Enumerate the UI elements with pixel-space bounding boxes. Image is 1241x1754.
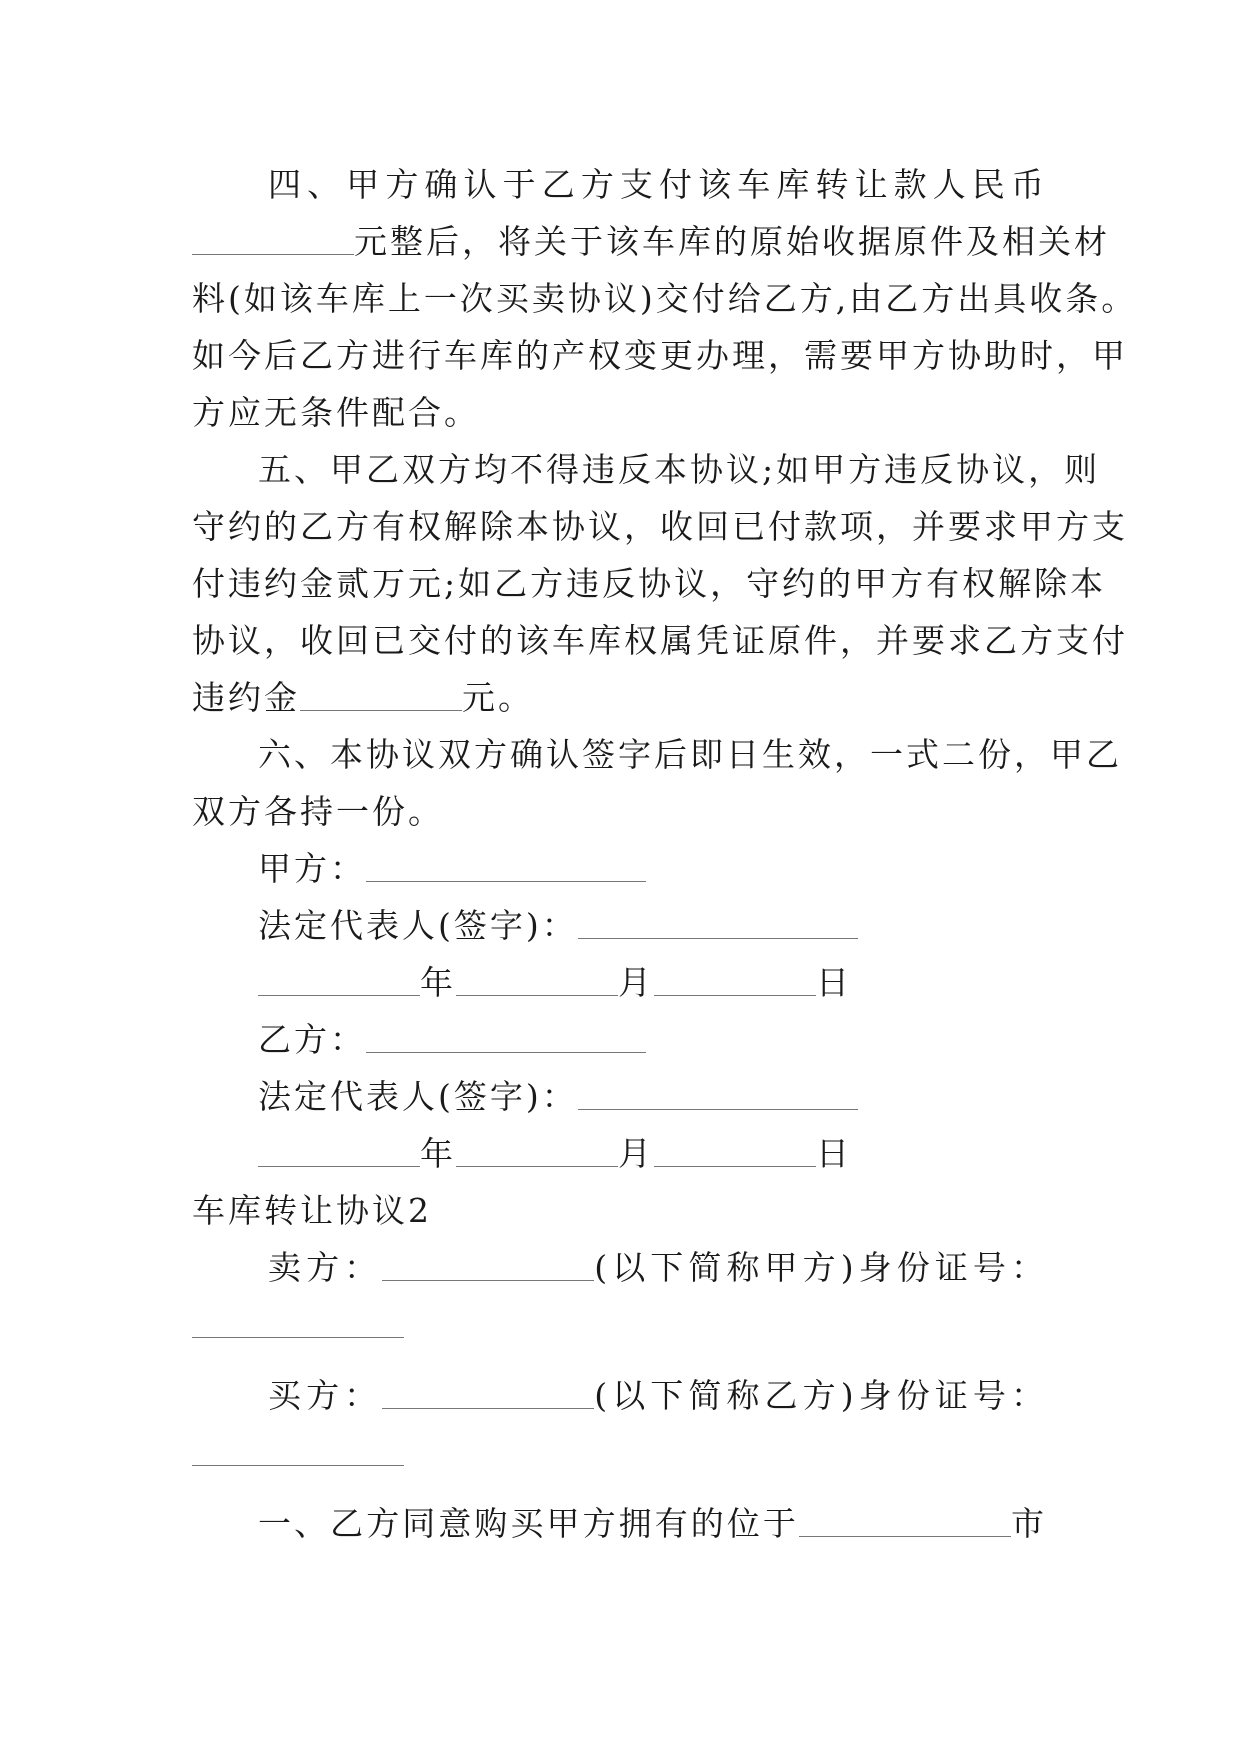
party-b-blank xyxy=(366,1022,646,1053)
month-b-label: 月 xyxy=(618,1134,654,1173)
clause4-line2 xyxy=(192,222,1110,262)
clause5-line5-b: 元。 xyxy=(462,678,534,717)
penalty-blank xyxy=(300,680,462,711)
party-a-label: 甲方： xyxy=(258,849,366,888)
clause5-line4: 协议，收回已交付的该车库权属凭证原件，并要求乙方支付 xyxy=(192,621,1128,660)
clause6-line1: 六、本协议双方确认签字后即日生效，一式二份，甲乙 xyxy=(258,735,1122,774)
year-a-label: 年 xyxy=(420,963,456,1002)
clause1-end: 市 xyxy=(1010,1504,1047,1543)
year-b-blank xyxy=(258,1136,420,1167)
year-b-label: 年 xyxy=(420,1134,456,1173)
clause5-line2: 守约的乙方有权解除本协议，收回已付款项，并要求甲方支 xyxy=(192,507,1128,546)
rep-a-label: 法定代表人(签字)： xyxy=(258,906,578,945)
clause4-line1: 四、甲方确认于乙方支付该车库转让款人民币 xyxy=(268,165,1047,204)
seller-id-label: (以下简称甲方)身份证号： xyxy=(594,1248,1047,1287)
agreement2-title: 车库转让协议2 xyxy=(192,1191,432,1230)
rep-b-row xyxy=(258,1077,858,1117)
clause5-line3: 付违约金贰万元;如乙方违反协议，守约的甲方有权解除本 xyxy=(192,564,1107,603)
clause1-text: 一、乙方同意购买甲方拥有的位于 xyxy=(258,1504,799,1543)
party-b-row xyxy=(258,1020,758,1060)
rep-b-blank xyxy=(578,1079,858,1110)
party-a-row xyxy=(258,849,758,889)
rep-a-row xyxy=(258,906,858,946)
clause5-line5-a: 违约金 xyxy=(192,678,300,717)
agreement2-clause1 xyxy=(258,1504,1047,1544)
seller-row xyxy=(268,1248,1047,1288)
location-blank xyxy=(799,1506,1011,1537)
year-a-blank xyxy=(258,965,420,996)
day-a-blank xyxy=(654,965,816,996)
clause6-line2: 双方各持一份。 xyxy=(192,792,444,831)
month-a-label: 月 xyxy=(618,963,654,1002)
buyer-name-blank xyxy=(382,1378,594,1409)
month-b-blank xyxy=(456,1136,618,1167)
rep-b-label: 法定代表人(签字)： xyxy=(258,1077,578,1116)
day-a-label: 日 xyxy=(816,963,852,1002)
clause4-line4: 如今后乙方进行车库的产权变更办理，需要甲方协助时，甲 xyxy=(192,336,1128,375)
clause4-line2-text: 元整后，将关于该车库的原始收据原件及相关材 xyxy=(354,222,1110,261)
day-b-label: 日 xyxy=(816,1134,852,1173)
amount-blank xyxy=(192,224,354,255)
rep-a-blank xyxy=(578,908,858,939)
buyer-id-row xyxy=(192,1433,1047,1473)
seller-id-row xyxy=(192,1305,1047,1345)
month-a-blank xyxy=(456,965,618,996)
clause4-line3: 料(如该车库上一次买卖协议)交付给乙方,由乙方出具收条。 xyxy=(192,279,1138,318)
seller-label: 卖方： xyxy=(268,1248,383,1287)
buyer-id-blank xyxy=(192,1435,404,1466)
date-a-row xyxy=(258,963,908,1003)
buyer-id-label: (以下简称乙方)身份证号： xyxy=(594,1376,1047,1415)
party-a-blank xyxy=(366,851,646,882)
date-b-row xyxy=(258,1134,908,1174)
clause5-line5 xyxy=(192,678,1047,718)
seller-id-blank xyxy=(192,1307,404,1338)
day-b-blank xyxy=(654,1136,816,1167)
party-b-label: 乙方： xyxy=(258,1020,366,1059)
seller-name-blank xyxy=(382,1250,594,1281)
clause4-line5: 方应无条件配合。 xyxy=(192,393,480,432)
buyer-row xyxy=(268,1376,1047,1416)
buyer-label: 买方： xyxy=(268,1376,383,1415)
clause5-line1: 五、甲乙双方均不得违反本协议;如甲方违反协议，则 xyxy=(258,450,1101,489)
